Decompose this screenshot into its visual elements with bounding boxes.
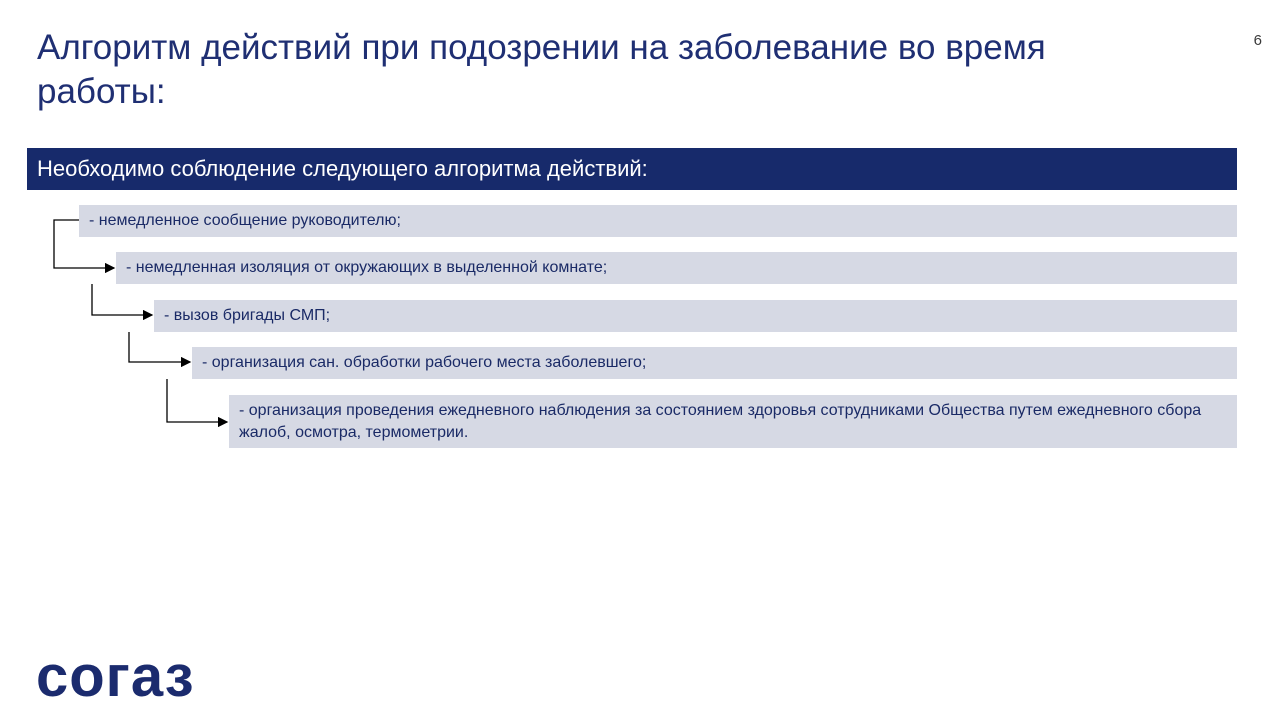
step-3: - вызов бригады СМП; <box>154 300 1237 332</box>
slide-title: Алгоритм действий при подозрении на заболевание во время работы: <box>37 28 1046 111</box>
connector-3 <box>129 332 190 362</box>
step-4: - организация сан. обработки рабочего места заболевшего; <box>192 347 1237 379</box>
step-1: - немедленное сообщение руководителю; <box>79 205 1237 237</box>
connector-2 <box>92 284 152 315</box>
connector-4 <box>167 379 227 422</box>
header-bar: Необходимо соблюдение следующего алгоритма действий: <box>27 148 1237 190</box>
sogaz-logo: согаз <box>36 644 195 709</box>
page-number: 6 <box>1253 32 1262 49</box>
step-5: - организация проведения ежедневного наблюдения за состоянием здоровья сотрудниками Общества путем ежедневного сбора жалоб, осмотра, термометрии. <box>229 395 1237 448</box>
step-2: - немедленная изоляция от окружающих в выделенной комнате; <box>116 252 1237 284</box>
